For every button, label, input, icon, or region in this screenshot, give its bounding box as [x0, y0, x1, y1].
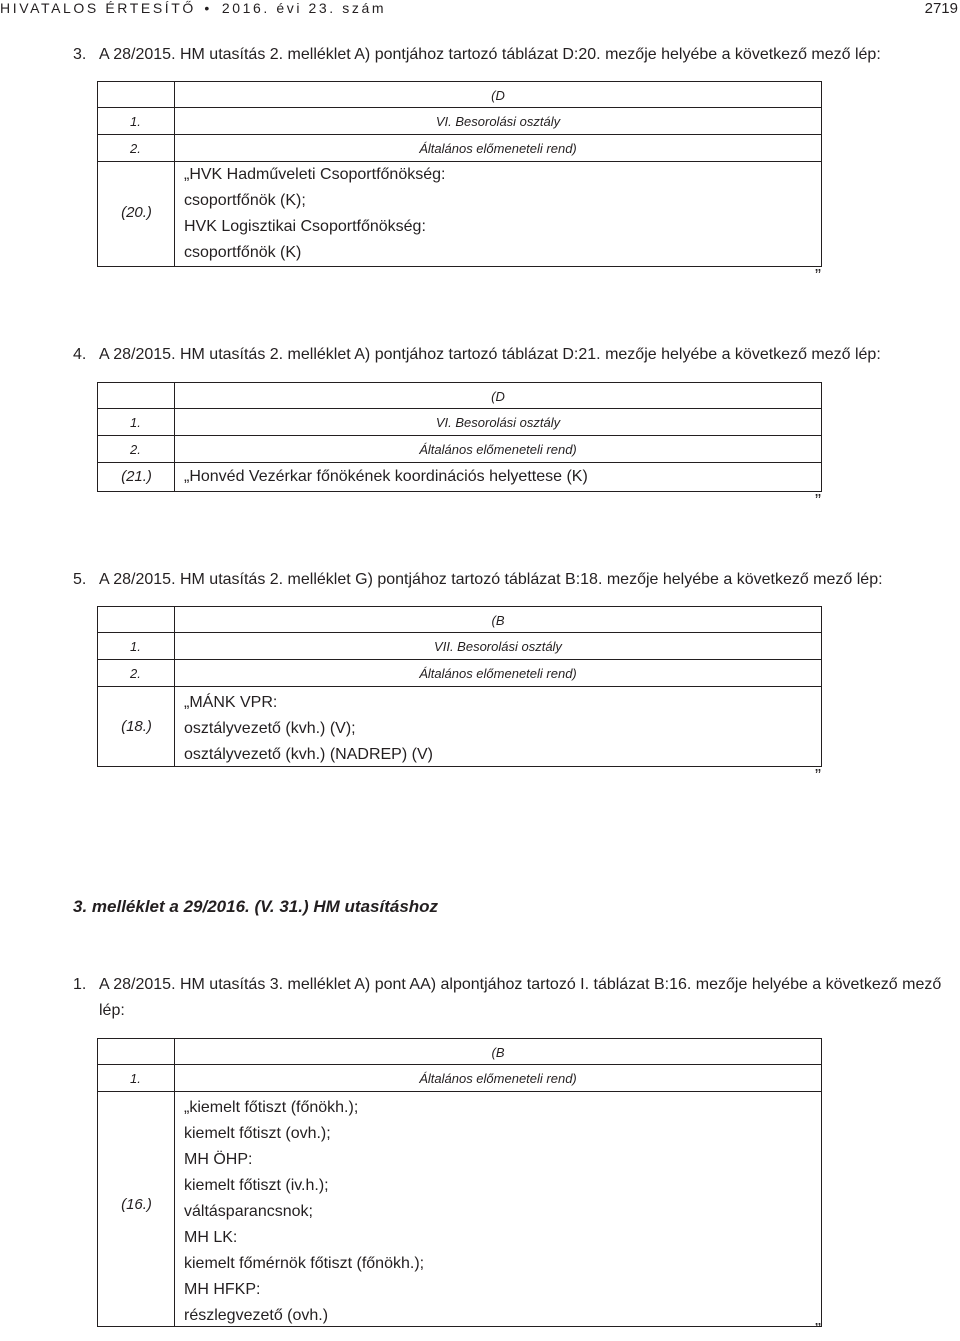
- annex-title: 3. melléklet a 29/2016. (V. 31.) HM utasításhoz: [73, 897, 439, 916]
- table-row: [97, 409, 822, 436]
- section-number: 3.: [73, 46, 87, 63]
- section-3-paragraph: [73, 46, 881, 64]
- section-text: A 28/2015. HM utasítás 2. melléklet A) pontjához tartozó táblázat D:20. mezője helyébe a következő mező lép:: [99, 46, 881, 63]
- table-content-row: [97, 162, 822, 267]
- closing-quote: ”: [815, 491, 821, 511]
- table-row: [97, 436, 822, 463]
- table-row: [97, 1065, 822, 1092]
- cell-content: „HVK Hadműveleti Csoportfőnökség: csoportfőnök (K); HVK Logisztikai Csoportfőnökség: csoportfőnök (K): [184, 166, 446, 261]
- section-5-table: [97, 606, 822, 767]
- row-index: 2.: [130, 442, 141, 457]
- cell-content: „kiemelt főtiszt (főnökh.); kiemelt főtiszt (ovh.); MH ÖHP: kiemelt főtiszt (iv.h.); váltásparancsnok; MH LK: kiemelt főmérnök főtiszt (főnökh.); MH HFKP: részlegvezető (ovh.): [184, 1099, 425, 1324]
- row-index: 1.: [130, 639, 141, 654]
- section-4-paragraph: [73, 346, 881, 364]
- closing-quote: ”: [815, 266, 821, 286]
- section-number: 5.: [73, 571, 87, 588]
- annex-paragraph-continuation: lép:: [99, 1002, 125, 1019]
- row-index: 2.: [130, 141, 141, 156]
- table-row: [97, 633, 822, 660]
- row-index: 1.: [130, 114, 141, 129]
- table-content-row: [97, 687, 822, 767]
- table-row: [97, 135, 822, 162]
- section-4-table: [97, 382, 822, 492]
- row-text: Általános előmeneteli rend): [419, 141, 577, 156]
- section-3-table: [97, 81, 822, 267]
- issue-label: 2016. évi 23. szám: [221, 0, 387, 16]
- row-text: Általános előmeneteli rend): [419, 1071, 577, 1086]
- table-header-row: [97, 1038, 822, 1065]
- page-number: 2719: [924, 0, 958, 17]
- row-index: 1.: [130, 415, 141, 430]
- row-label: (21.): [121, 468, 152, 485]
- table-row: [97, 108, 822, 135]
- section-text: A 28/2015. HM utasítás 2. melléklet G) pontjához tartozó táblázat B:18. mezője helyébe a következő mező lép:: [99, 571, 883, 588]
- row-text: VI. Besorolási osztály: [435, 114, 561, 129]
- cell-content: „MÁNK VPR: osztályvezető (kvh.) (V); osztályvezető (kvh.) (NADREP) (V): [184, 694, 433, 763]
- row-label: (20.): [121, 204, 152, 221]
- row-text: Általános előmeneteli rend): [419, 442, 577, 457]
- row-index: 2.: [130, 666, 141, 681]
- cell-content: „Honvéd Vezérkar főnökének koordinációs helyettese (K): [184, 468, 588, 485]
- table-header-row: [97, 606, 822, 633]
- section-text: A 28/2015. HM utasítás 3. melléklet A) pont AA) alpontjához tartozó I. táblázat B:16. mezője helyébe a következő mező: [99, 976, 942, 993]
- annex-table: [97, 1038, 822, 1327]
- closing-quote: ”: [815, 766, 821, 786]
- column-header: (B: [491, 1045, 505, 1060]
- section-number: 1.: [73, 976, 87, 993]
- row-text: Általános előmeneteli rend): [419, 666, 577, 681]
- section-number: 4.: [73, 346, 87, 363]
- bullet-separator: •: [204, 0, 210, 16]
- table-content-row: [97, 463, 822, 492]
- table-content-row: [97, 1092, 822, 1327]
- table-header-row: [97, 81, 822, 108]
- section-text: A 28/2015. HM utasítás 2. melléklet A) pontjához tartozó táblázat D:21. mezője helyébe a következő mező lép:: [99, 346, 881, 363]
- column-header: (D: [491, 88, 505, 103]
- column-header: (B: [491, 613, 505, 628]
- closing-quote: ”: [815, 1320, 821, 1340]
- page-header: [0, 0, 960, 26]
- column-header: (D: [491, 389, 505, 404]
- journal-header: [0, 0, 386, 16]
- table-header-row: [97, 382, 822, 409]
- row-label: (18.): [121, 718, 152, 735]
- row-label: (16.): [121, 1196, 152, 1213]
- section-5-paragraph: [73, 571, 883, 589]
- row-index: 1.: [130, 1071, 141, 1086]
- table-row: [97, 660, 822, 687]
- row-text: VI. Besorolási osztály: [435, 415, 561, 430]
- journal-title: HIVATALOS ÉRTESÍTŐ: [0, 0, 196, 16]
- annex-paragraph: [73, 976, 941, 994]
- row-text: VII. Besorolási osztály: [434, 639, 562, 654]
